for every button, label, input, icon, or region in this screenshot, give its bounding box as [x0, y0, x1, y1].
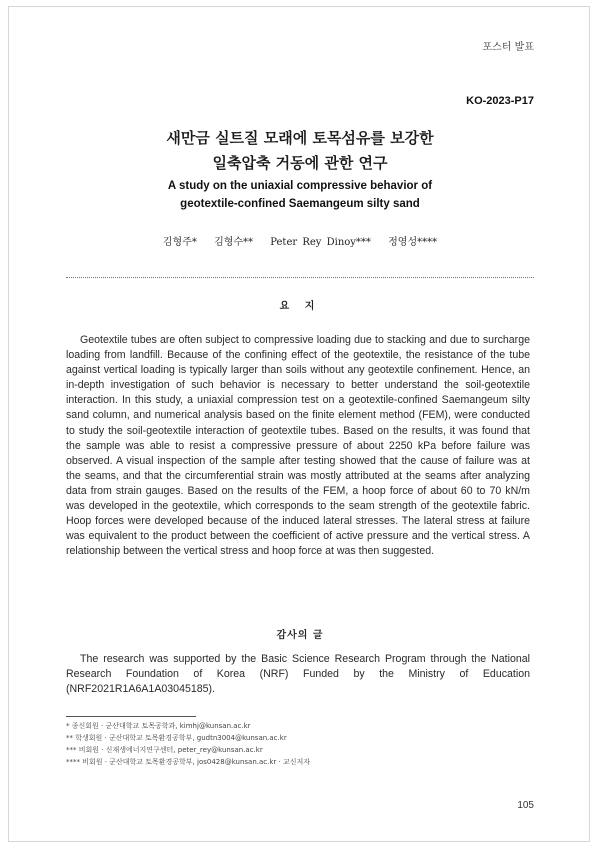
author-name: 정영성**** — [388, 237, 438, 248]
english-title-line-1: A study on the uniaxial compressive behavior of — [167, 180, 433, 192]
dotted-divider — [66, 277, 534, 278]
acknowledgement-text: The research was supported by the Basic Science Research Program through the National Research Foundation of Korea (NRF) Funded by the Ministry of Education (NRF2021R1A6A1A03045185). — [66, 653, 530, 696]
acknowledgement-heading: 감사의 글 — [276, 630, 324, 641]
english-title-line-2: geotextile-confined Saemangeum silty sand — [180, 198, 420, 210]
footnote: ** 학생회원 · 군산대학교 토목환경공학부, gudtn3004@kunsan.ac.kr — [66, 734, 287, 742]
abstract-text: Geotextile tubes are often subject to compressive loading due to stacking and due to surcharge loading from landfill. Because of the confining effect of the geotextile, the resistance of the tube against vertical loading is typically larger than soils without any geotextile confinement. Hence, an in-depth investigation of such behavior is necessary to better understand the soil-geotextile interaction. In this study, a uniaxial compression test on a geotextile-confined Saemangeum silty sand column, and numerical analysis based on the finite element method (FEM), were conducted to study the soil-geotextile interaction of geotextile tubes. Based on the results, it was found that the sample was able to resist a compressive pressure of about 2250 kPa before failure was observed. A visual inspection of the sample after testing showed that the cause of failure was at the seams, and that the circumferential strain was mostly attributed at the seams after analyzing data from strain gauges. Based on the results of the FEM, a hoop force of about 60 to 70 kN/m was developed in the geotextile, which corresponds to the seam strength of the geotextile fabric. Hoop forces were developed because of the induced lateral stresses. The lateral stress at failure was equivalent to the product between the coefficient of active pressure and the vertical stress. A relationship between the vertical stress and hoop force at was then suggested. — [66, 334, 530, 558]
author-list — [0, 233, 600, 248]
section-label: 포스터 발표 — [482, 42, 534, 53]
korean-title-line-1: 새만금 실트질 모래에 토목섬유를 보강한 — [166, 129, 434, 147]
page-number: 105 — [517, 800, 534, 811]
footnote-divider — [66, 716, 196, 717]
author-name: 김형주* — [162, 237, 197, 248]
author-name: 김형수** — [214, 237, 254, 248]
footnote: **** 비회원 · 군산대학교 토목환경공학부, jos0428@kunsan.ac.kr · 교신저자 — [66, 758, 311, 766]
footnote: * 종신회원 · 군산대학교 토목공학과, kimhj@kunsan.ac.kr — [66, 722, 251, 730]
footnote: *** 비회원 · 신재생에너지연구센터, peter_rey@kunsan.ac.kr — [66, 746, 263, 754]
korean-title-line-2: 일축압축 거동에 관한 연구 — [212, 154, 388, 172]
author-name: Peter Rey Dinoy*** — [270, 237, 371, 248]
paper-code: KO-2023-P17 — [466, 95, 534, 107]
abstract-heading: 요 지 — [279, 301, 321, 312]
